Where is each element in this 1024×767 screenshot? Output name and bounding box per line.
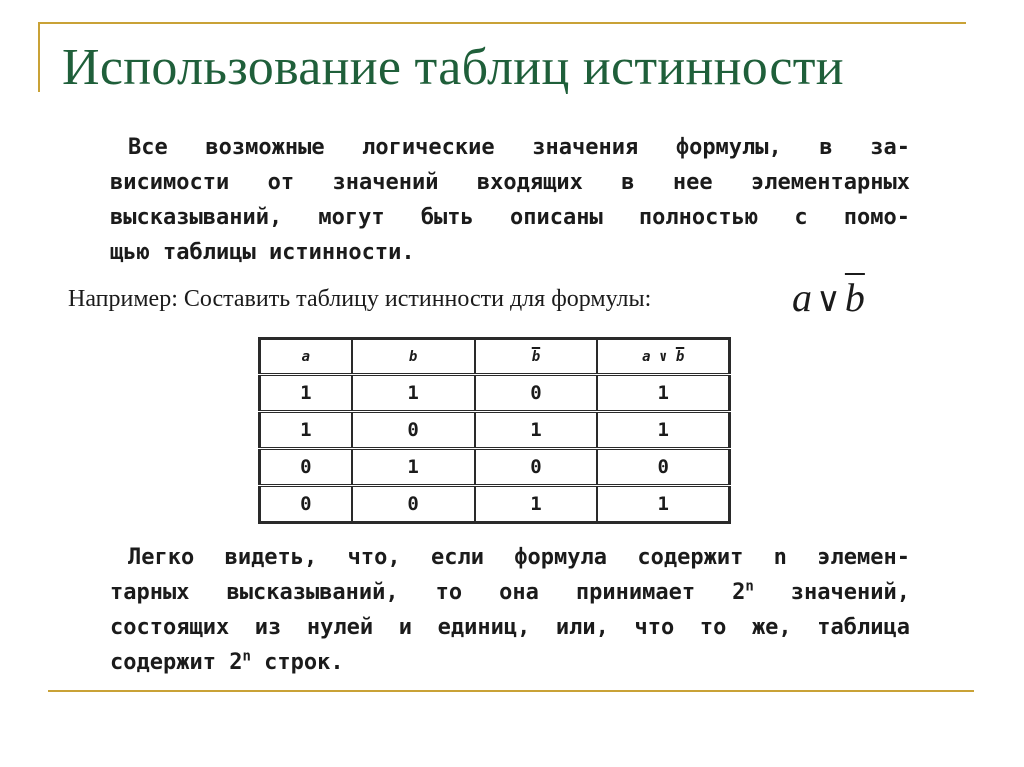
conclusion-line-2 xyxy=(110,575,910,610)
truth-table xyxy=(258,337,731,524)
table-row xyxy=(260,375,730,412)
intro-line-2: висимости от значений входящих в нее элементарных xyxy=(110,170,910,195)
intro-paragraph xyxy=(110,130,910,270)
table-header-row xyxy=(260,339,730,375)
table-row xyxy=(260,486,730,523)
conclusion-line-4-text: содержит 2 xyxy=(110,650,243,675)
table-cell: 1 xyxy=(597,486,729,523)
table-cell: 1 xyxy=(475,412,598,449)
conclusion-line-1: Легко видеть, что, если формула содержит n элемен- xyxy=(128,545,910,570)
slide-title: Использование таблиц истинности xyxy=(62,39,844,96)
conclusion-line-4-end: строк. xyxy=(250,650,344,675)
table-cell: 1 xyxy=(597,375,729,412)
conclusion-paragraph xyxy=(110,540,910,680)
conclusion-line-4 xyxy=(110,645,910,680)
table-cell: 1 xyxy=(475,486,598,523)
table-cell: 0 xyxy=(352,486,475,523)
frame-left-rule xyxy=(38,22,40,92)
intro-line-3: высказываний, могут быть описаны полностью с помо- xyxy=(110,205,910,230)
intro-line-4: щью таблицы истинности. xyxy=(110,240,415,265)
table-cell: 0 xyxy=(475,449,598,486)
frame-top-rule xyxy=(38,22,966,24)
formula-var-a: a xyxy=(792,275,812,320)
intro-line-1: Все возможные логические значения формулы, в за- xyxy=(128,135,910,160)
table-row xyxy=(260,412,730,449)
superscript-n: n xyxy=(242,648,251,665)
table-cell: 1 xyxy=(260,412,352,449)
formula-var-not-b: $\overline{b}$ xyxy=(844,275,865,320)
table-row xyxy=(260,449,730,486)
header-result-not-b: $\overline{b}$ xyxy=(675,348,685,365)
table-cell: 0 xyxy=(352,412,475,449)
header-b: b xyxy=(352,339,475,375)
example-label: Например: Составить таблицу истинности для формулы: xyxy=(68,286,652,312)
table-cell: 1 xyxy=(352,375,475,412)
table-cell: 0 xyxy=(597,449,729,486)
superscript-n: n xyxy=(745,578,754,595)
conclusion-line-2-end: значений, xyxy=(753,580,911,605)
table-cell: 0 xyxy=(260,449,352,486)
table-cell: 0 xyxy=(475,375,598,412)
header-not-b xyxy=(475,339,598,375)
table-cell: 1 xyxy=(352,449,475,486)
conclusion-line-2-text: тарных высказываний, то она принимает 2 xyxy=(110,580,746,605)
header-a: a xyxy=(260,339,352,375)
table-cell: 0 xyxy=(260,486,352,523)
frame-bottom-rule xyxy=(48,690,974,692)
formula xyxy=(792,274,865,321)
header-a-or-not-b xyxy=(597,339,729,375)
table-cell: 1 xyxy=(260,375,352,412)
header-not-b-label: $\overline{b}$ xyxy=(531,348,541,365)
table-cell: 1 xyxy=(597,412,729,449)
header-result-label: a ∨ $\overline{b}$ xyxy=(642,348,685,365)
conclusion-line-3: состоящих из нулей и единиц, или, что то же, таблица xyxy=(110,615,910,640)
formula-or-operator: ∨ xyxy=(816,282,841,319)
